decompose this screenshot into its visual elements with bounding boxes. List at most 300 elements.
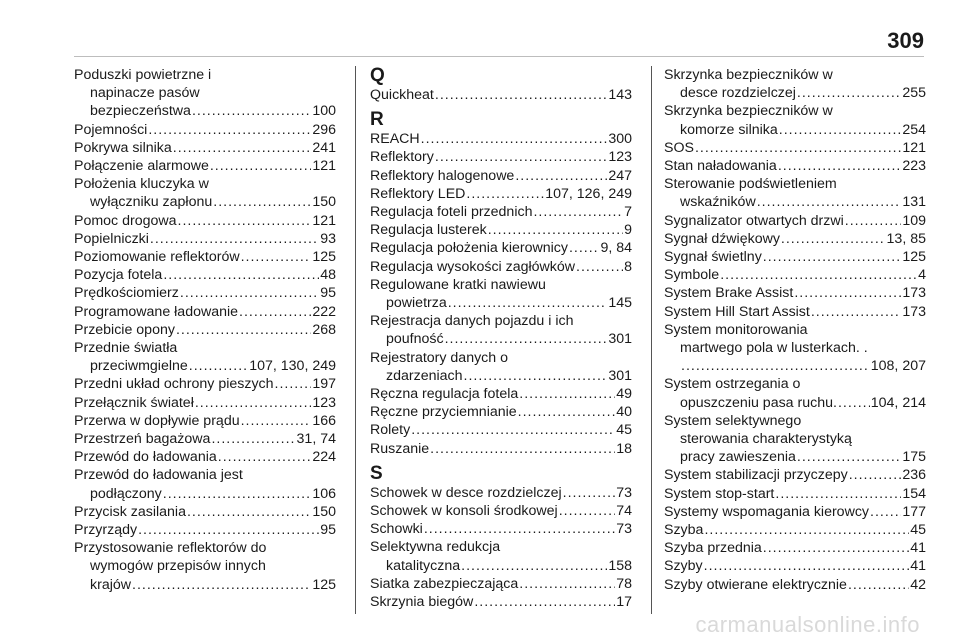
entry-leader-line [370, 239, 632, 257]
column-divider [355, 66, 356, 614]
entry-leader-line [74, 394, 336, 412]
watermark: carmanualsonline.info [695, 612, 920, 637]
dot-leader [849, 466, 902, 484]
index-entry[interactable] [664, 303, 926, 321]
entry-term: System stabilizacji przyczepy [664, 467, 848, 484]
entry-text-line: Regulowane kratki nawiewu [370, 276, 546, 293]
entry-leader-line [74, 357, 336, 375]
dot-leader [778, 157, 902, 175]
page-reference[interactable]: 143 [608, 87, 632, 103]
page-reference[interactable]: 18 [616, 440, 632, 457]
page-reference[interactable]: 45 [910, 522, 926, 539]
dot-leader [576, 258, 623, 276]
index-entry[interactable] [664, 266, 926, 284]
page-reference[interactable]: 108, 207 [870, 358, 926, 375]
entry-leader-line [664, 303, 926, 321]
entry-leader-line [74, 121, 336, 139]
page-reference[interactable]: 95 [320, 285, 336, 302]
entry-term: Ruszanie [370, 440, 430, 457]
page-reference[interactable]: 158 [608, 557, 632, 574]
page-reference[interactable]: 45 [616, 422, 632, 439]
entry-leader-line [370, 403, 632, 421]
entry-leader-line [664, 284, 926, 302]
entry-leader-line [74, 266, 336, 284]
entry-term: Schowek w desce rozdzielczej [370, 484, 562, 501]
dot-leader [163, 485, 312, 503]
dot-leader [518, 403, 616, 421]
entry-leader-line [664, 485, 926, 503]
page-reference[interactable]: 40 [616, 404, 632, 421]
index-entry[interactable] [370, 520, 632, 538]
dot-leader [275, 375, 312, 393]
index-entry[interactable] [74, 230, 336, 248]
entry-term: katalityczna [386, 557, 461, 574]
dot-leader [180, 284, 319, 302]
index-entry[interactable] [370, 167, 632, 185]
dot-leader [704, 521, 909, 539]
dot-leader [681, 357, 870, 375]
entry-leader-line [74, 157, 336, 175]
dot-leader [519, 385, 615, 403]
entry-term: bezpieczeństwa [90, 103, 191, 120]
entry-term: Przewód do ładowania [74, 449, 217, 466]
dot-leader [241, 412, 312, 430]
entry-term: desce rozdzielczej [680, 85, 796, 102]
entry-term: Przerwa w dopływie prądu [74, 412, 240, 429]
entry-leader-line [370, 502, 632, 520]
page-reference[interactable]: 121 [902, 139, 926, 156]
entry-leader-line [664, 230, 926, 248]
entry-leader-line [370, 575, 632, 593]
index-column-3 [664, 66, 926, 600]
index-entry[interactable] [74, 303, 336, 321]
page-reference[interactable]: 17 [616, 594, 632, 611]
page-reference[interactable]: 9, 84 [600, 240, 632, 257]
index-entry[interactable] [370, 593, 632, 611]
index-entry[interactable] [74, 430, 336, 448]
index-entry[interactable] [74, 394, 336, 412]
dot-leader [241, 248, 312, 266]
index-entry[interactable] [74, 339, 336, 375]
page-reference[interactable]: 78 [616, 575, 632, 592]
entry-leader-line [74, 430, 336, 448]
page-reference[interactable]: 109 [902, 212, 926, 229]
entry-leader-line [664, 466, 926, 484]
page-reference[interactable]: 300 [608, 131, 632, 148]
page-reference[interactable]: 73 [616, 484, 632, 501]
index-entry[interactable] [74, 412, 336, 430]
page-reference[interactable]: 4 [918, 267, 926, 284]
index-entry[interactable] [370, 575, 632, 593]
page-reference[interactable]: 49 [616, 386, 632, 403]
index-entry[interactable] [664, 539, 926, 557]
dot-leader [779, 121, 902, 139]
index-entry[interactable] [74, 157, 336, 175]
entry-leader-line [74, 193, 336, 211]
index-entry[interactable] [664, 412, 926, 467]
page-reference[interactable]: 95 [320, 522, 336, 539]
entry-leader-line [370, 367, 632, 385]
page-reference[interactable]: 48 [320, 267, 336, 284]
entry-leader-line [664, 193, 926, 211]
entry-text-line: System selektywnego [664, 412, 802, 429]
page-reference[interactable]: 131 [902, 194, 926, 211]
page-reference[interactable]: 268 [312, 321, 336, 338]
index-section [370, 464, 632, 611]
index-entry[interactable] [664, 212, 926, 230]
entry-term: Systemy wspomagania kierowcy [664, 503, 870, 520]
entry-term: przeciwmgielne [90, 358, 188, 375]
index-entry[interactable] [370, 130, 632, 148]
entry-term: Schowek w konsoli środkowej [370, 503, 558, 520]
dot-leader [519, 575, 615, 593]
page-reference[interactable]: 173 [902, 285, 926, 302]
letter-heading: S [370, 462, 383, 484]
index-entry[interactable] [74, 466, 336, 502]
page-reference[interactable]: 125 [312, 576, 336, 593]
entry-leader-line [664, 394, 926, 412]
entry-leader-line [664, 503, 926, 521]
page-reference[interactable]: 123 [608, 149, 632, 166]
entry-term: Szyba przednia [664, 540, 762, 557]
dot-leader [488, 221, 623, 239]
dot-leader [757, 193, 902, 211]
dot-leader [173, 139, 312, 157]
page-reference[interactable]: 7 [624, 204, 632, 221]
index-entry[interactable] [370, 239, 632, 257]
entry-term: Pojemności [74, 121, 148, 138]
entry-leader-line [664, 248, 926, 266]
page-reference[interactable]: 41 [910, 540, 926, 557]
page-reference[interactable]: 301 [608, 367, 632, 384]
entry-text-line: System monitorowania [664, 321, 808, 338]
index-entry[interactable] [370, 312, 632, 348]
index-entry[interactable] [664, 66, 926, 102]
index-entry[interactable] [664, 557, 926, 575]
entry-leader-line [664, 539, 926, 557]
entry-leader-line [370, 593, 632, 611]
entry-leader-line [664, 266, 926, 284]
entry-term: SOS [664, 139, 694, 156]
page-reference[interactable]: 13, 85 [886, 230, 926, 247]
page-reference[interactable]: 296 [312, 121, 336, 138]
dot-leader [189, 357, 248, 375]
page-reference[interactable]: 175 [902, 449, 926, 466]
entry-text-line: martwego pola w lusterkach. . [680, 340, 868, 357]
entry-leader-line [370, 167, 632, 185]
entry-leader-line [370, 557, 632, 575]
page-reference[interactable]: 254 [902, 121, 926, 138]
index-entry[interactable] [74, 375, 336, 393]
entry-term: Przyrządy [74, 522, 138, 539]
entry-leader-line [74, 102, 336, 120]
index-entry[interactable] [74, 248, 336, 266]
page-reference[interactable]: 100 [312, 103, 336, 120]
index-entry[interactable] [370, 258, 632, 276]
entry-text-line: Przewód do ładowania jest [74, 467, 243, 484]
page-reference[interactable]: 150 [312, 194, 336, 211]
entry-term: Programowane ładowanie [74, 303, 239, 320]
entry-leader-line [74, 248, 336, 266]
entry-term: System Hill Start Assist [664, 303, 810, 320]
entry-leader-line [74, 375, 336, 393]
letter-heading: Q [370, 65, 385, 86]
entry-text-line: Przystosowanie reflektorów do [74, 540, 267, 557]
index-entry[interactable] [664, 521, 926, 539]
page-reference[interactable]: 197 [312, 376, 336, 393]
dot-leader [138, 521, 319, 539]
entry-leader-line [370, 440, 632, 458]
index-entry[interactable] [664, 576, 926, 594]
index-entry[interactable] [664, 230, 926, 248]
page-reference[interactable]: 301 [608, 331, 632, 348]
index-entry[interactable] [74, 139, 336, 157]
index-entry[interactable] [370, 148, 632, 166]
entry-leader-line [664, 84, 926, 102]
entry-leader-line [664, 357, 926, 375]
dot-leader [461, 557, 607, 575]
dot-leader [775, 485, 901, 503]
page-reference[interactable]: 107, 126, 249 [545, 185, 632, 202]
page-reference[interactable]: 255 [902, 85, 926, 102]
index-entry[interactable] [370, 221, 632, 239]
index-entry[interactable] [370, 349, 632, 385]
dot-leader [192, 102, 311, 120]
dot-leader [848, 576, 909, 594]
page-reference[interactable]: 9 [624, 222, 632, 239]
entry-text-line: Skrzynka bezpieczników w [664, 103, 833, 120]
entry-leader-line [370, 185, 632, 203]
page-reference[interactable]: 41 [910, 558, 926, 575]
page-reference[interactable]: 125 [902, 249, 926, 266]
index-entry[interactable] [74, 521, 336, 539]
page-reference[interactable]: 222 [312, 303, 336, 320]
entry-text-line: System ostrzegania o [664, 376, 801, 393]
entry-term: Szyby otwierane elektrycznie [664, 576, 847, 593]
dot-leader [448, 294, 608, 312]
index-entry[interactable] [664, 157, 926, 175]
entry-leader-line [74, 139, 336, 157]
page-reference[interactable]: 31, 74 [296, 431, 336, 448]
entry-leader-line [74, 521, 336, 539]
index-entry[interactable] [664, 321, 926, 376]
entry-leader-line [664, 557, 926, 575]
dot-leader [720, 266, 917, 284]
entry-leader-line [664, 448, 926, 466]
dot-leader [763, 539, 909, 557]
dot-leader [763, 248, 902, 266]
entry-term: Ręczne przyciemnianie [370, 404, 517, 421]
entry-term: REACH [370, 131, 420, 148]
index-entry[interactable] [370, 185, 632, 203]
dot-leader [811, 303, 901, 321]
index-entry[interactable] [664, 175, 926, 211]
entry-term: System Brake Assist [664, 285, 794, 302]
dot-leader [845, 212, 902, 230]
page-reference[interactable]: 8 [624, 258, 632, 275]
entry-text-line: Rejestratory danych o [370, 349, 509, 366]
dot-leader [195, 394, 311, 412]
index-column-1 [74, 66, 336, 600]
dot-leader [421, 130, 608, 148]
index-entry[interactable] [74, 66, 336, 121]
entry-term: Regulacja foteli przednich [370, 204, 533, 221]
dot-leader [533, 203, 623, 221]
dot-leader [695, 139, 901, 157]
index-entry[interactable] [370, 86, 632, 104]
page-reference[interactable]: 150 [312, 503, 336, 520]
entry-term: Przebicie opony [74, 321, 175, 338]
entry-term: Reflektory halogenowe [370, 167, 515, 184]
entry-term: Reflektory LED [370, 185, 466, 202]
page-reference[interactable]: 42 [910, 576, 926, 593]
index-entry[interactable] [664, 375, 926, 411]
entry-leader-line [74, 576, 336, 594]
index-entry[interactable] [74, 448, 336, 466]
entry-term: powietrza [386, 295, 447, 312]
index-entry[interactable] [664, 503, 926, 521]
page-reference[interactable]: 125 [312, 249, 336, 266]
dot-leader [794, 284, 901, 302]
page-reference[interactable]: 93 [320, 230, 336, 247]
entry-term: Siatka zabezpieczająca [370, 575, 519, 592]
entry-term: krajów [90, 576, 131, 593]
entry-term: opuszczeniu pasa ruchu. [680, 394, 837, 411]
entry-term: Reflektory [370, 149, 434, 166]
entry-term: Sygnalizator otwartych drzwi [664, 212, 844, 229]
index-entry[interactable] [74, 175, 336, 211]
entry-text-line: Przednie światła [74, 340, 178, 357]
index-entry[interactable] [370, 538, 632, 574]
entry-leader-line [370, 385, 632, 403]
entry-text-line: Sterowanie podświetleniem [664, 176, 837, 193]
page-reference[interactable]: 107, 130, 249 [249, 358, 336, 375]
index-entry[interactable] [370, 203, 632, 221]
entry-leader-line [74, 503, 336, 521]
entry-leader-line [370, 148, 632, 166]
entry-term: Połączenie alarmowe [74, 158, 209, 175]
entry-term: pracy zawieszenia [680, 449, 796, 466]
index-entry[interactable] [370, 440, 632, 458]
entry-term: komorze silnika [680, 121, 778, 138]
entry-term: Przełącznik świateł [74, 394, 194, 411]
page-reference[interactable]: 121 [312, 158, 336, 175]
page-reference[interactable]: 123 [312, 394, 336, 411]
entry-leader-line [74, 485, 336, 503]
dot-leader [176, 321, 311, 339]
entry-text-line: Rejestracja danych pojazdu i ich [370, 313, 574, 330]
index-section [74, 66, 336, 594]
page-reference[interactable]: 224 [312, 449, 336, 466]
dot-leader [838, 394, 870, 412]
entry-leader-line [664, 521, 926, 539]
entry-leader-line [74, 284, 336, 302]
index-entry[interactable] [664, 102, 926, 138]
entry-leader-line [370, 221, 632, 239]
index-entry[interactable] [74, 212, 336, 230]
index-entry[interactable] [74, 503, 336, 521]
entry-term: podłączony [90, 485, 162, 502]
entry-term: Prędkościomierz [74, 285, 179, 302]
entry-text-line: Poduszki powietrzne i [74, 67, 212, 83]
dot-leader [515, 167, 607, 185]
dot-leader [704, 557, 910, 575]
index-entry[interactable] [74, 284, 336, 302]
page-reference[interactable]: 106 [312, 485, 336, 502]
dot-leader [132, 576, 311, 594]
page-reference[interactable]: 173 [902, 303, 926, 320]
page-reference[interactable]: 74 [616, 503, 632, 520]
index-entry[interactable] [74, 539, 336, 594]
entry-term: Poziomowanie reflektorów [74, 249, 240, 266]
entry-leader-line [74, 321, 336, 339]
index-entry[interactable] [74, 266, 336, 284]
entry-term: Regulacja lusterek [370, 222, 487, 239]
entry-term: Skrzynia biegów [370, 594, 474, 611]
entry-term: Stan naładowania [664, 158, 777, 175]
index-entry[interactable] [664, 485, 926, 503]
index-entry[interactable] [370, 276, 632, 312]
page-reference[interactable]: 145 [608, 295, 632, 312]
dot-leader [781, 230, 886, 248]
dot-leader [178, 212, 312, 230]
entry-term: Symbole [664, 267, 720, 284]
index-entry[interactable] [664, 284, 926, 302]
entry-term: Quickheat [370, 87, 434, 103]
entry-leader-line [74, 230, 336, 248]
entry-text-line: Selektywna redukcja [370, 539, 501, 556]
index-entry[interactable] [74, 121, 336, 139]
dot-leader [239, 303, 311, 321]
index-entry[interactable] [74, 321, 336, 339]
page-reference[interactable]: 247 [608, 167, 632, 184]
page-reference[interactable]: 73 [616, 521, 632, 538]
entry-text-line: Położenia kluczyka w [74, 176, 209, 193]
dot-leader [411, 421, 615, 439]
index-entry[interactable] [370, 421, 632, 439]
entry-term: Pomoc drogowa [74, 212, 177, 229]
entry-leader-line [370, 520, 632, 538]
entry-term: Schowki [370, 521, 423, 538]
entry-term: Regulacja wysokości zagłówków [370, 258, 576, 275]
index-entry[interactable] [370, 403, 632, 421]
entry-leader-line [370, 203, 632, 221]
dot-leader [474, 593, 615, 611]
page-reference[interactable]: 166 [312, 412, 336, 429]
index-entry[interactable] [370, 484, 632, 502]
index-entry[interactable] [664, 466, 926, 484]
page-reference[interactable]: 236 [902, 467, 926, 484]
page-reference[interactable]: 241 [312, 139, 336, 156]
page-reference[interactable]: 121 [312, 212, 336, 229]
entry-term: Szyby [664, 558, 703, 575]
page-reference[interactable]: 223 [902, 158, 926, 175]
index-entry[interactable] [370, 502, 632, 520]
page-reference[interactable]: 177 [902, 503, 926, 520]
dot-leader [435, 148, 607, 166]
index-entry[interactable] [664, 248, 926, 266]
page-reference[interactable]: 104, 214 [870, 394, 926, 411]
page-reference[interactable]: 154 [902, 485, 926, 502]
index-entry[interactable] [664, 139, 926, 157]
entry-term: zdarzeniach [386, 367, 463, 384]
index-entry[interactable] [370, 385, 632, 403]
entry-term: wskaźników [680, 194, 756, 211]
entry-leader-line [74, 448, 336, 466]
entry-leader-line [664, 212, 926, 230]
letter-heading: R [370, 109, 384, 131]
entry-term: poufność [386, 331, 444, 348]
